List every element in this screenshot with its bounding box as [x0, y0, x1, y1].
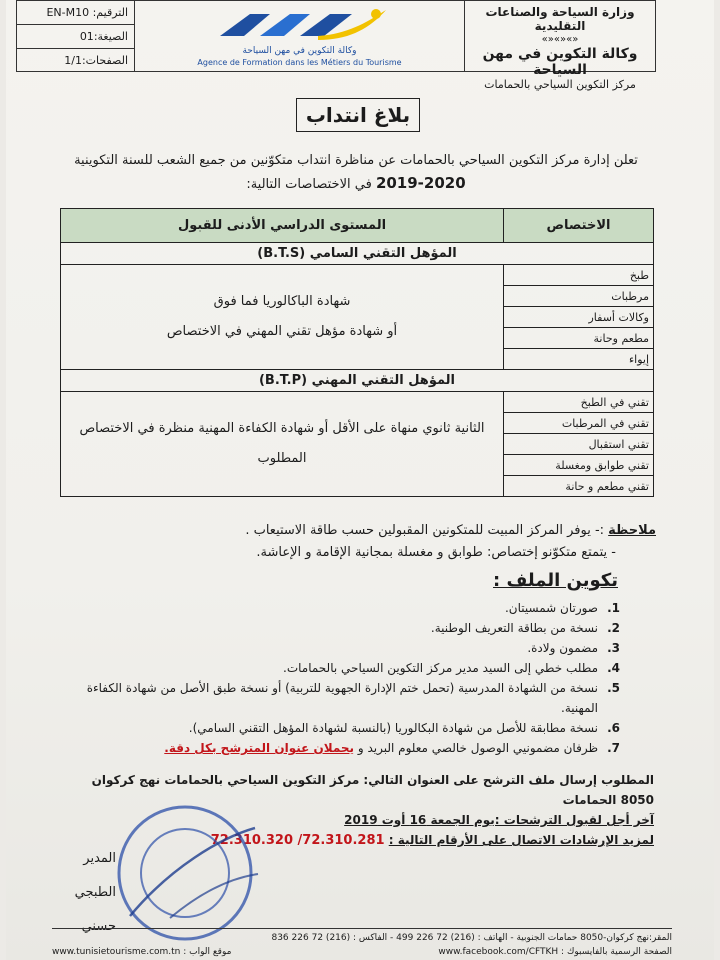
specialty-cell: مطعم وحانة	[504, 328, 654, 349]
table-header-row	[61, 209, 654, 243]
intro-line: تعلن إدارة مركز التكوين السياحي بالحمامات عن مناظرة انتداب متكوّنين من جميع الشعب للسنة التكوينية	[74, 153, 638, 168]
specialty-cell: طبخ	[504, 265, 654, 286]
specialty-cell: تقني استقبال	[504, 434, 654, 455]
specialty-cell: تقني في الطبخ	[504, 392, 654, 413]
signatory-title: المدير	[83, 851, 116, 866]
specialty-cell: تقني في المرطبات	[504, 413, 654, 434]
footer-address: المقر:نهج كركوان-8050 حمامات الجنوبية - الهاتف : (216) 72 226 499 - الفاكس : (216) 72 226 836	[271, 933, 672, 943]
stars-decoration: «»«»«»	[541, 34, 579, 45]
requirement-line: أو شهادة مؤهل تقني المهني في الاختصاص	[166, 324, 398, 339]
col-specialty-header: الاختصاص	[504, 209, 654, 243]
notes-label: ملاحظة	[608, 523, 656, 538]
ministry-name: وزارة السياحة والصناعات التقليدية	[485, 5, 635, 33]
note-line-2: - يتمتع متكوّنو إختصاص: طوابق و مغسلة بمجانية الإقامة و الإعاشة.	[256, 545, 616, 560]
requirement-cell	[61, 392, 504, 497]
reference-block	[17, 1, 135, 71]
col-level-header: المستوى الدراسي الأدنى للقبول	[61, 209, 504, 243]
intro-line-2	[46, 172, 666, 196]
center-name: مركز التكوين السياحي بالحمامات	[484, 78, 636, 91]
signatory-name: الطبجي حسني	[74, 885, 116, 934]
specialty-cell: تقني مطعم و حانة	[504, 476, 654, 497]
section-row-btp	[61, 370, 654, 392]
facebook-link[interactable]: الصفحة الرسمية بالفايسبوك : www.facebook.com/CFTKH	[438, 947, 672, 957]
agency-name: وكالة التكوين في مهن السياحة	[482, 46, 638, 78]
contact-line	[62, 830, 654, 851]
section-title: المؤهل التقني المهني (B.T.P)	[61, 370, 654, 392]
table-row	[61, 392, 654, 413]
footer-links	[52, 945, 672, 959]
note-text: :- يوفر المركز المبيت للمتكونين المقبولين حسب طاقة الاستيعاب .	[245, 523, 605, 538]
page-title: بلاغ انتداب	[296, 98, 420, 132]
ref-row-pages: الصفحات:1/1	[64, 54, 128, 67]
document-page	[6, 0, 714, 960]
section-title: المؤهل التقني السامي (B.T.S)	[61, 243, 654, 265]
requirement-line: شهادة الباكالوريا فما فوق	[213, 294, 351, 309]
ref-row-code: الترقيم: EN-M10	[17, 1, 134, 25]
notes-block	[66, 520, 656, 564]
website-link[interactable]: موقع الواب : www.tunisietourisme.com.tn	[52, 947, 232, 957]
specialties-table	[60, 208, 654, 497]
ministry-block	[465, 1, 655, 91]
phone-numbers: 72.310.281/ 72.310.320	[210, 833, 385, 848]
page-footer	[52, 928, 672, 959]
documents-list	[80, 598, 620, 758]
list-item: 4. مطلب خطي إلى السيد مدير مركز التكوين السياحي بالحمامات.	[283, 661, 620, 675]
intro-paragraph	[46, 150, 666, 196]
logo-arabic-text: وكالة التكوين في مهن السياحة	[242, 45, 357, 56]
academic-year: 2019-2020	[375, 174, 466, 192]
document-header	[16, 0, 656, 91]
application-instructions	[62, 770, 654, 851]
aft-logo-icon	[210, 6, 390, 46]
specialty-cell: مرطبات	[504, 286, 654, 307]
requirement-line: المطلوب	[257, 451, 307, 466]
send-address: المطلوب إرسال ملف الترشح على العنوان التالي: مركز التكوين السياحي بالحمامات نهج كركوان 8050 الحمامات	[91, 773, 654, 807]
ref-row-version: الصيغة:01	[17, 25, 134, 49]
list-item: 2. نسخة من بطاقة التعريف الوطنية.	[430, 621, 620, 635]
requirement-line: الثانية ثانوي منهاة على الأقل أو شهادة الكفاءة المهنية منظرة في الاختصاص	[79, 421, 485, 436]
list-item: 3. مضمون ولادة.	[527, 641, 620, 655]
specialty-cell: إيواء	[504, 349, 654, 370]
file-section-title: تكوين الملف :	[493, 570, 618, 591]
deadline: آخر أجل لقبول الترشحات :يوم الجمعة 16 أوت 2019	[344, 813, 654, 827]
list-item: 1. صورتان شمسيتان.	[504, 601, 620, 615]
specialty-cell: وكالات أسفار	[504, 307, 654, 328]
list-item: 7. ظرفان مضمونيي الوصول خالصي معلوم البريد و يحملان عنوان المترشح بكل دقة.	[164, 741, 620, 755]
table-row	[61, 265, 654, 286]
contact-label: لمزيد الإرشادات الاتصال على الأرقام التالية :	[388, 833, 654, 847]
note-line	[66, 520, 656, 542]
intro-suffix: في الاختصاصات التالية:	[246, 177, 372, 192]
list-item: 6. نسخة مطابقة للأصل من شهادة البكالوريا (بالنسبة لشهادة المؤهل التقني السامي).	[188, 721, 620, 735]
highlighted-text: يحملان عنوان المترشح بكل دقة.	[164, 741, 355, 755]
requirement-cell	[61, 265, 504, 370]
specialty-cell: تقني طوابق ومغسلة	[504, 455, 654, 476]
agency-logo	[135, 1, 465, 71]
logo-tagline: Agence de Formation dans les Métiers du Tourisme	[197, 57, 402, 67]
section-row-bts	[61, 243, 654, 265]
list-item: 5. نسخة من الشهادة المدرسية (تحمل ختم الإدارة الجهوية للتربية) أو نسخة طبق الأصل من شهادة الكفاءة المهنية.	[86, 681, 620, 715]
